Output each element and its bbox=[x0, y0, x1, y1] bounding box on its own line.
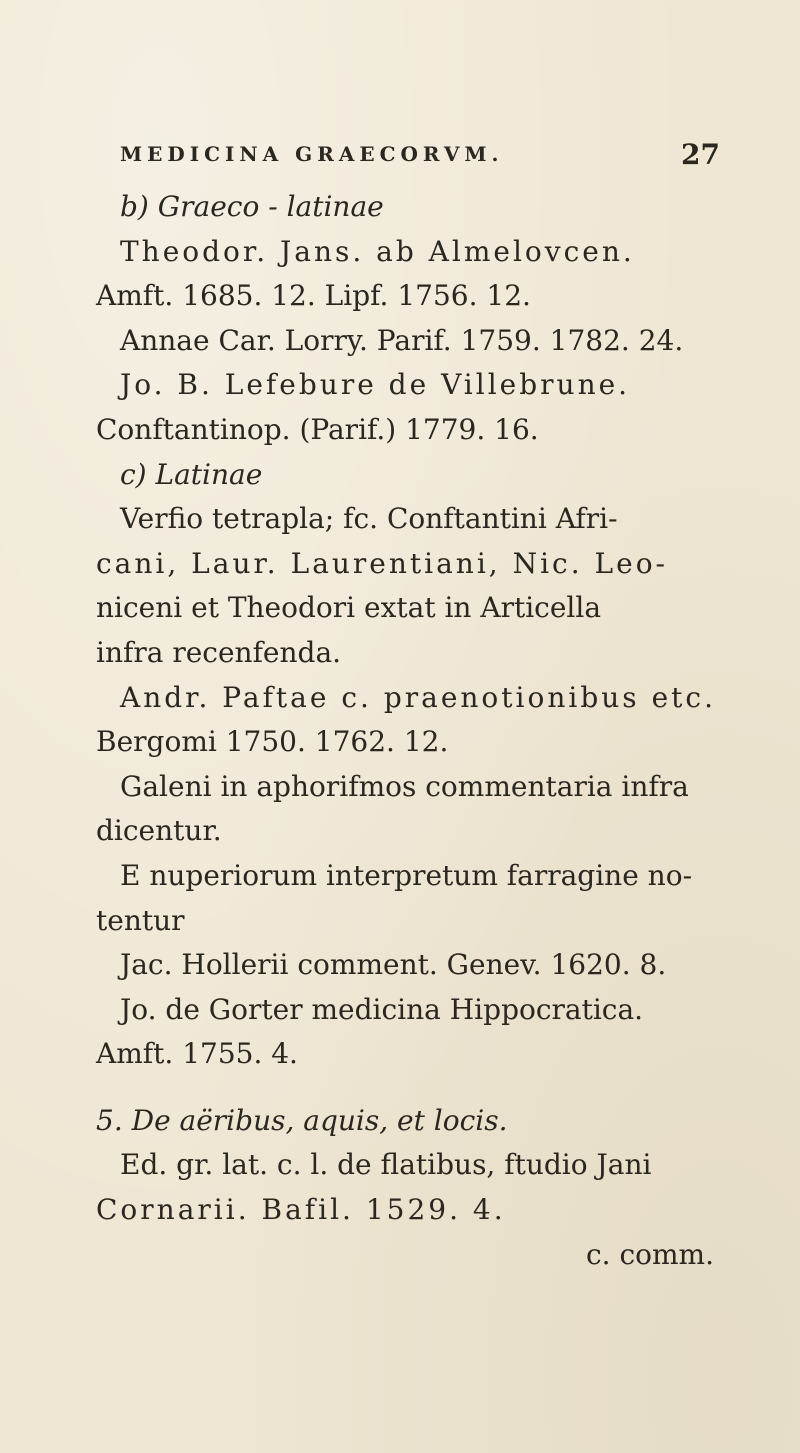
text-line: Jac. Hollerii comment. Genev. 1620. 8. bbox=[120, 948, 667, 982]
catchword: c. comm. bbox=[585, 1237, 714, 1271]
text-line: infra recenfenda. bbox=[96, 635, 342, 669]
text-line: dicentur. bbox=[96, 814, 222, 848]
text-line: Bergomi 1750. 1762. 12. bbox=[96, 725, 449, 759]
text-line: Conftantinop. (Parif.) 1779. 16. bbox=[96, 412, 539, 446]
section-heading-c: c) Latinae bbox=[120, 457, 263, 491]
text-line: Cornarii. Bafil. 1529. 4. bbox=[96, 1193, 506, 1227]
text-line: Theodor. Jans. ab Almelovcen. bbox=[120, 234, 635, 268]
text-line: Ed. gr. lat. c. l. de flatibus, ftudio Jani bbox=[120, 1148, 652, 1182]
text-line: Jo. de Gorter medicina Hippocratica. bbox=[120, 992, 644, 1026]
text-line: E nuperiorum interpretum farragine no- bbox=[120, 858, 693, 892]
text-line: Annae Car. Lorry. Parif. 1759. 1782. 24. bbox=[120, 323, 684, 357]
header-title: MEDICINA GRAECORVM. bbox=[120, 142, 504, 166]
text-line: Amft. 1755. 4. bbox=[96, 1037, 298, 1071]
text-line: Jo. B. Lefebure de Villebrune. bbox=[120, 368, 631, 402]
text-line: niceni et Theodori extat in Articella bbox=[96, 591, 602, 625]
section-heading-b: b) Graeco - latinae bbox=[120, 190, 384, 223]
section-heading-5: 5. De aëribus, aquis, et locis. bbox=[96, 1103, 508, 1137]
text-line: Verfio tetrapla; fc. Conftantini Afri- bbox=[120, 502, 618, 536]
text-body bbox=[96, 185, 720, 1277]
text-line: Amft. 1685. 12. Lipf. 1756. 12. bbox=[96, 279, 531, 313]
page-number: 27 bbox=[681, 138, 720, 171]
text-line: Andr. Paftae c. praenotionibus etc. bbox=[120, 680, 716, 714]
text-line: Galeni in aphorifmos commentaria infra bbox=[120, 769, 689, 803]
text-line: tentur bbox=[96, 903, 185, 937]
text-line: cani, Laur. Laurentiani, Nic. Leo- bbox=[96, 546, 669, 580]
running-header bbox=[120, 138, 720, 171]
